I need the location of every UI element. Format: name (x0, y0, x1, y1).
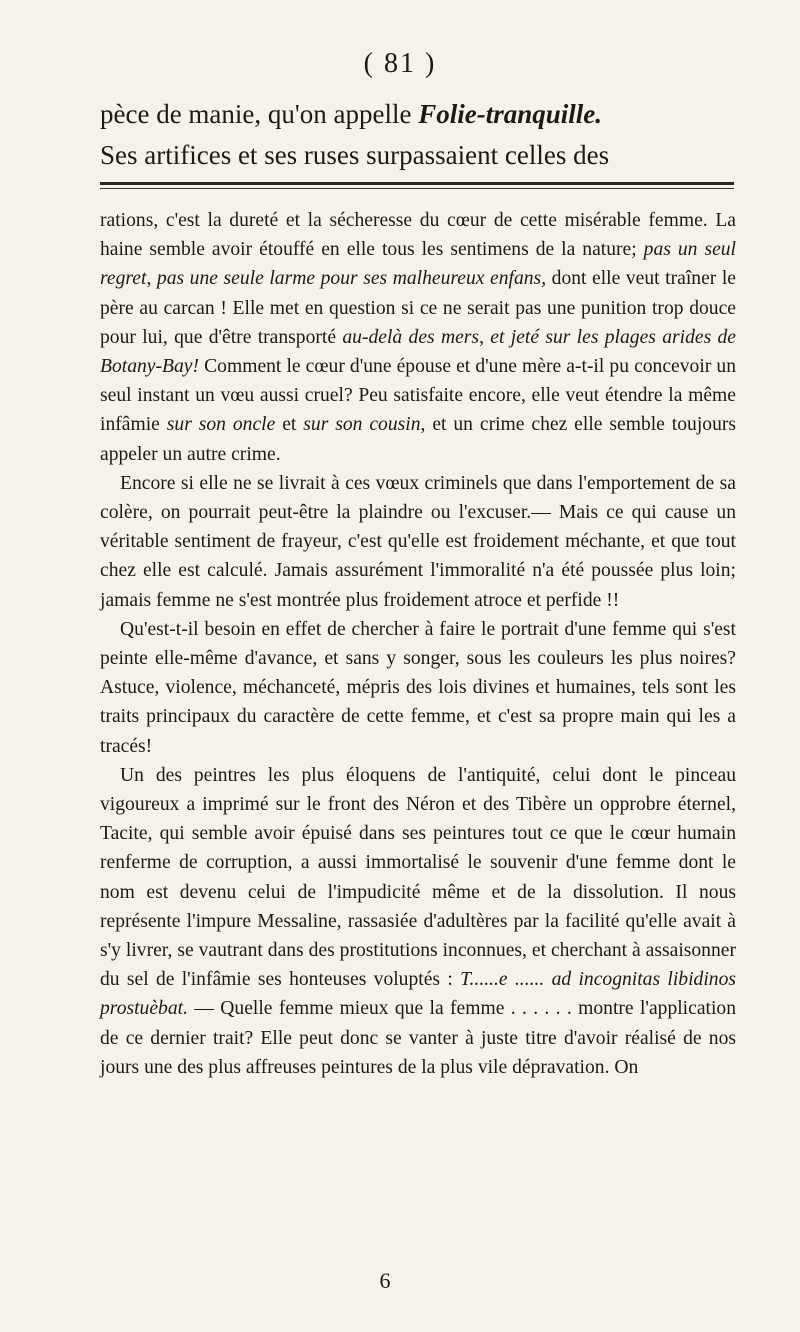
top-line-1 (100, 94, 750, 135)
separator-rule-thin (100, 188, 734, 189)
italic-phrase: au-delà des mers (342, 326, 480, 348)
top-passage (100, 94, 750, 176)
italic-phrase: et jeté sur les plages arides de Botany-Bay! (100, 326, 736, 378)
body-text (100, 206, 736, 1082)
text-run: Encore si elle ne se livrait à ces vœux criminels que dans l'emportement de sa colère, on pourrait peut-être la plaindre ou l'excuser.— Mais ce qui cause un véritable sentiment de frayeur, c'est qu'elle est froidement méchante, et que tout chez elle est calculé. Jamais assurément l'immoralité n'a été poussée plus loin; jamais femme ne s'est montrée plus froidement atroce et perfide !! (100, 472, 736, 611)
italic-phrase: pas un seul regret (100, 239, 737, 290)
text-run: Comment le cœur d'une épouse et d'une mère a-t-il pu concevoir un seul instant un vœu aussi cruel? Peu satisfaite encore, elle veut étendre la même infâmie (100, 356, 736, 436)
text-run: — Quelle femme mieux que la femme . . . . . . montre l'application de ce dernier trait? Elle peut donc se vanter à juste titre d'avoir réalisé de nos jours une des plus affreuses peintures de la plus vile dépravation. On (100, 998, 736, 1078)
text-run: , (146, 268, 157, 290)
paragraph (100, 761, 736, 1082)
text-run: , dont elle veut traîner le père au carcan ! Elle met en question si ce ne serait pas une punition trop douce pour lui, que d'être transporté (100, 268, 736, 348)
text-run: rations, c'est la dureté et la sécheresse du cœur de cette misérable femme. La haine semble avoir étouffé en elle tous les sentimens de la nature; (100, 210, 736, 261)
italic-phrase: sur son cousin (303, 414, 421, 436)
separator-rule (100, 182, 734, 185)
text-run: , et un crime chez elle semble toujours appeler un autre crime. (100, 414, 737, 465)
signature-mark: 6 (379, 1268, 391, 1293)
paragraph (100, 206, 736, 469)
text-run: Qu'est-t-il besoin en effet de chercher à faire le portrait d'une femme qui s'est peinte elle-même d'avance, et sans y songer, sous les couleurs les plus noires? Astuce, violence, méchanceté, mépris des lois divines et humaines, tels sont les traits principaux du caractère de cette femme, et c'est sa propre main qui les a tracés! (100, 618, 736, 757)
paragraph (100, 615, 736, 761)
top-line-1-text: pèce de manie, qu'on appelle (100, 99, 419, 129)
text-run: , (479, 326, 491, 348)
italic-phrase: sur son oncle (166, 414, 276, 436)
top-line-1-italic: Folie-tranquille. (418, 99, 603, 129)
top-line-2: Ses artifices et ses ruses surpassaient celles des (100, 140, 610, 170)
italic-phrase: T......e ...... ad incognitas libidinos prostuèbat. (100, 969, 736, 1020)
italic-phrase: pas une seule larme pour ses malheureux enfans (156, 268, 542, 290)
text-run: et (275, 414, 304, 436)
page-number: ( 81 ) (363, 48, 437, 79)
paragraph (100, 469, 736, 615)
text-run: Un des peintres les plus éloquens de l'antiquité, celui dont le pinceau vigoureux a imprimé sur le front des Néron et des Tibère un opprobre éternel, Tacite, qui semble avoir épuisé dans ses peintures tout ce que le cœur humain renferme de corruption, a aussi immortalisé le souvenir d'une femme dont le nom est devenu celui de l'impudicité même et de la dissolution. Il nous représente l'impure Messaline, rassasiée d'adultères par la facilité qu'elle avait à s'y livrer, se vautrant dans des prostitutions inconnues, et cherchant à assaisonner du sel de l'infâmie ses honteuses voluptés : (100, 764, 736, 991)
